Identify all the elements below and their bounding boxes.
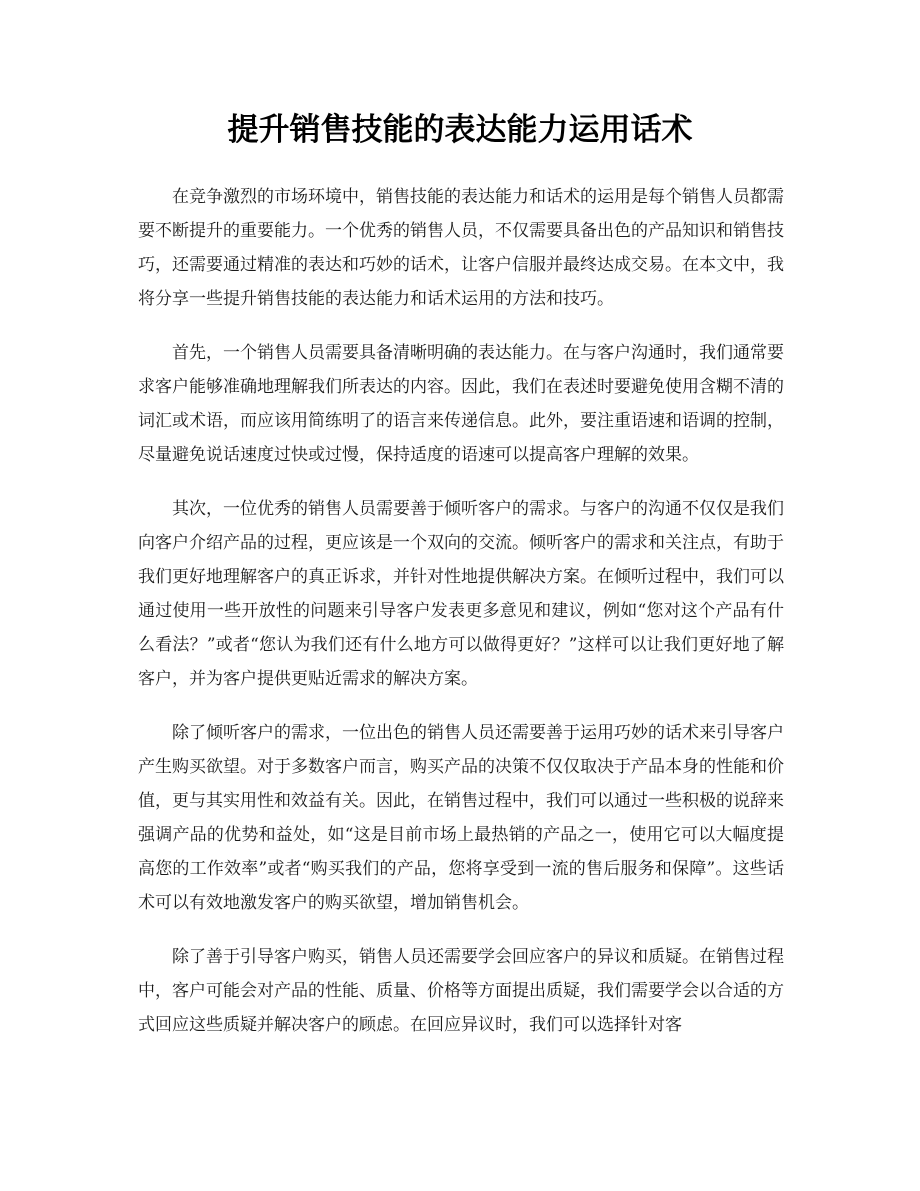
paragraph-3: 其次，一位优秀的销售人员需要善于倾听客户的需求。与客户的沟通不仅仅是我们向客户介绍产品的过程，更应该是一个双向的交流。倾听客户的需求和关注点，有助于我们更好地理解客户的真正诉求，并针对性地提供解决方案。在倾听过程中，我们可以通过使用一些开放性的问题来引导客户发表更多意见和建议，例如“您对这个产品有什么看法？”或者“您认为我们还有什么地方可以做得更好？”这样可以让我们更好地了解客户，并为客户提供更贴近需求的解决方案。 [138, 499, 784, 689]
paragraph-1: 在竞争激烈的市场环境中，销售技能的表达能力和话术的运用是每个销售人员都需要不断提升的重要能力。一个优秀的销售人员，不仅需要具备出色的产品知识和销售技巧，还需要通过精准的表达和巧妙的话术，让客户信服并最终达成交易。在本文中，我将分享一些提升销售技能的表达能力和话术运用的方法和技巧。 [138, 187, 784, 309]
document-title: 提升销售技能的表达能力运用话术 [227, 112, 693, 148]
paragraph-5: 除了善于引导客户购买，销售人员还需要学会回应客户的异议和质疑。在销售过程中，客户可能会对产品的性能、质量、价格等方面提出质疑，我们需要学会以合适的方式回应这些质疑并解决客户的顾虑。在回应异议时，我们可以选择针对客 [138, 947, 784, 1035]
paragraph-4: 除了倾听客户的需求，一位出色的销售人员还需要善于运用巧妙的话术来引导客户产生购买欲望。对于多数客户而言，购买产品的决策不仅仅取决于产品本身的性能和价值，更与其实用性和效益有关。因此，在销售过程中，我们可以通过一些积极的说辞来强调产品的优势和益处，如“这是目前市场上最热销的产品之一，使用它可以大幅度提高您的工作效率”或者“购买我们的产品，您将享受到一流的售后服务和保障”。这些话术可以有效地激发客户的购买欲望，增加销售机会。 [138, 723, 784, 913]
document-body [138, 180, 784, 1062]
paragraph-2: 首先，一个销售人员需要具备清晰明确的表达能力。在与客户沟通时，我们通常要求客户能够准确地理解我们所表达的内容。因此，我们在表述时要避免使用含糊不清的词汇或术语，而应该用简练明了的语言来传递信息。此外，要注重语速和语调的控制，尽量避免说话速度过快或过慢，保持适度的语速可以提高客户理解的效果。 [138, 343, 784, 465]
